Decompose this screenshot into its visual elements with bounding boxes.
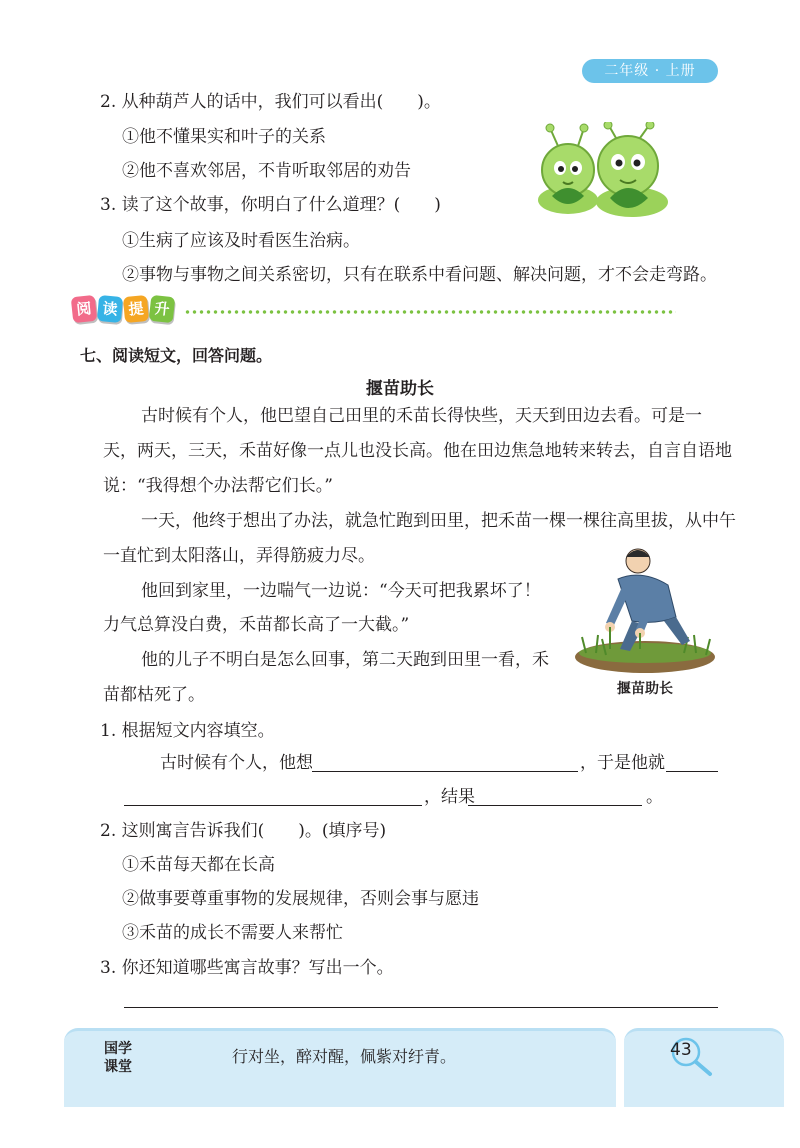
grade-badge: 二年级 · 上册 xyxy=(582,59,718,83)
question-2-option-2: ②他不喜欢邻居，不肯听取邻居的劝告 xyxy=(122,161,411,181)
story-line-8: 他的儿子不明白是怎么回事，第二天跑到田里一看，禾 xyxy=(141,650,549,670)
banner-char-3: 提 xyxy=(123,295,149,323)
banner-dotted-line xyxy=(184,310,676,314)
story-line-7: 力气总算没白费，禾苗都长高了一大截。” xyxy=(103,615,410,635)
banner-char-1: 阅 xyxy=(71,295,98,323)
story-line-3: 说：“我得想个办法帮它们长。” xyxy=(103,476,333,496)
banner-char-4: 升 xyxy=(149,295,176,323)
question-b2-stem: 2. 这则寓言告诉我们( )。(填序号) xyxy=(100,821,387,841)
caterpillar-illustration xyxy=(528,122,674,222)
question-b1-blank-3[interactable] xyxy=(468,804,642,806)
question-b1-part-c: ，结果 xyxy=(424,787,475,807)
question-2-stem: 2. 从种葫芦人的话中，我们可以看出( )。 xyxy=(100,92,441,112)
question-3-option-1: ①生病了应该及时看医生治病。 xyxy=(122,231,360,251)
banner-char-2: 读 xyxy=(97,295,123,323)
story-line-1: 古时候有个人，他巴望自己田里的禾苗长得快些，天天到田边去看。可是一 xyxy=(141,406,702,426)
question-b1-blank-2b[interactable] xyxy=(124,804,422,806)
question-b3-stem: 3. 你还知道哪些寓言故事？写出一个。 xyxy=(100,958,394,978)
question-b2-option-1: ①禾苗每天都在长高 xyxy=(122,855,275,875)
story-line-6: 他回到家里，一边喘气一边说：“今天可把我累坏了！ xyxy=(141,581,541,601)
question-3-option-2: ②事物与事物之间关系密切，只有在联系中看问题、解决问题，才不会走弯路。 xyxy=(122,265,717,285)
question-b1-stem: 1. 根据短文内容填空。 xyxy=(100,721,275,741)
story-line-4: 一天，他终于想出了办法，就急忙跑到田里，把禾苗一棵一棵往高里拔，从中午 xyxy=(141,511,736,531)
question-b1-blank-2a[interactable] xyxy=(666,770,718,772)
question-b1-part-d: 。 xyxy=(646,787,663,807)
question-b1-blank-1[interactable] xyxy=(312,770,578,772)
question-b2-option-3: ③禾苗的成长不需要人来帮忙 xyxy=(122,923,343,943)
story-line-5: 一直忙到太阳落山，弄得筋疲力尽。 xyxy=(103,546,375,566)
footer-label xyxy=(104,1040,144,1076)
story-line-9: 苗都枯死了。 xyxy=(103,685,205,705)
footer-quote: 行对坐，醉对醒，佩紫对纡青。 xyxy=(232,1047,457,1066)
story-title: 揠苗助长 xyxy=(366,379,434,399)
illustration-caption: 揠苗助长 xyxy=(617,681,673,697)
page-number: 43 xyxy=(670,1040,692,1060)
section-title: 七、阅读短文，回答问题。 xyxy=(80,346,273,365)
question-b1-part-b: ，于是他就 xyxy=(580,753,665,773)
question-b2-option-2: ②做事要尊重事物的发展规律，否则会事与愿违 xyxy=(122,889,479,909)
question-2-option-1: ①他不懂果实和叶子的关系 xyxy=(122,127,326,147)
footer-label-line-1: 国学 xyxy=(104,1041,132,1057)
question-b1-part-a: 古时候有个人，他想 xyxy=(160,753,313,773)
question-b3-answer-line[interactable] xyxy=(124,1006,718,1008)
footer-guoxue-panel xyxy=(64,1028,616,1107)
farmer-pulling-seedlings-illustration xyxy=(572,545,718,677)
question-3-stem: 3. 读了这个故事，你明白了什么道理？( ) xyxy=(100,195,441,215)
footer-label-line-2: 课堂 xyxy=(104,1059,132,1075)
story-line-2: 天，两天，三天，禾苗好像一点儿也没长高。他在田边焦急地转来转去，自言自语地 xyxy=(103,441,732,461)
